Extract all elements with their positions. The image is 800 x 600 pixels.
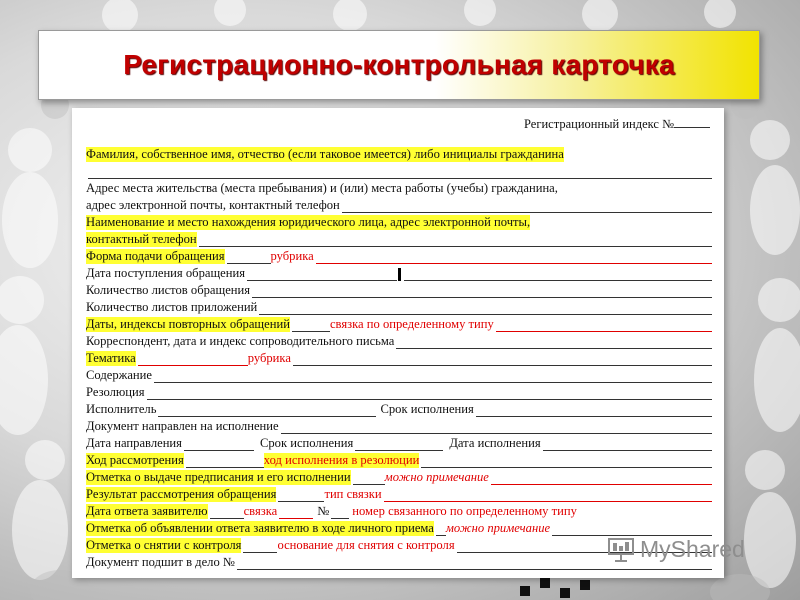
field-label-execution-date: Дата исполнения (449, 436, 541, 450)
form-row-topic (86, 349, 712, 366)
form-row-contacts (86, 196, 712, 213)
field-label: Тематика (86, 351, 136, 365)
field-label: Дата направления (86, 436, 182, 450)
form-row-result (86, 485, 712, 502)
field-label: Ход рассмотрения (86, 453, 184, 467)
form-row-blank (86, 162, 712, 179)
field-label: Количество листов приложений (86, 300, 258, 314)
form-row-dates (86, 434, 712, 451)
field-note: рубрика (270, 249, 314, 263)
form-row-legal-entity (86, 213, 712, 230)
form-row-sheets-count (86, 281, 712, 298)
field-label: Количество листов обращения (86, 283, 251, 297)
registration-index-line (86, 116, 712, 133)
form-row-submission-form (86, 247, 712, 264)
field-label: Дата ответа заявителю (86, 504, 208, 518)
field-label: Адрес места жительства (места пребывания) и (или) места работы (учебы) гражданина, (86, 181, 558, 195)
field-label: Резолюция (86, 385, 145, 399)
field-label: Отметка о выдаче предписания и его исполнении (86, 470, 351, 484)
title-banner (38, 30, 760, 100)
field-label: Фамилия, собственное имя, отчество (если таковое имеется) либо инициалы гражданина (86, 147, 564, 161)
field-note: можно примечание (445, 521, 551, 535)
form-row-correspondent (86, 332, 712, 349)
field-label: Форма подачи обращения (86, 249, 225, 263)
field-label: Документ направлен на исполнение (86, 419, 279, 433)
registration-card (72, 108, 724, 578)
field-label: Содержание (86, 368, 152, 382)
field-note: можно примечание (384, 470, 489, 484)
form-row-receipt-date (86, 264, 712, 281)
field-label: Дата поступления обращения (86, 266, 246, 280)
field-note: связка по определенному типу (329, 317, 494, 331)
field-label: Отметка о снятии с контроля (86, 538, 242, 552)
field-label: Исполнитель (86, 402, 157, 416)
field-note-linked-number: номер связанного по определенному типу (352, 504, 577, 518)
form-row-legal-contacts (86, 230, 712, 247)
field-label: Корреспондент, дата и индекс сопроводительного письма (86, 334, 395, 348)
form-row-personal-reception (86, 519, 712, 536)
form-row-content (86, 366, 712, 383)
form-row-address (86, 179, 712, 196)
form-row-order-issuance (86, 468, 712, 485)
watermark-text: MyShared (640, 536, 745, 562)
field-label: Даты, индексы повторных обращений (86, 317, 290, 331)
field-note: ход исполнения в резолюции (263, 453, 420, 467)
form-row-repeat-appeals (86, 315, 712, 332)
field-note: связка (243, 504, 278, 518)
field-label-deadline: Срок исполнения (380, 402, 474, 416)
field-note: основание для снятия с контроля (277, 538, 455, 552)
form-row-attachments-count (86, 298, 712, 315)
field-label: Отметка об объявлении ответа заявителю в ходе личного приема (86, 521, 434, 535)
form-row-progress (86, 451, 712, 468)
presentation-board-icon (606, 537, 636, 563)
form-row-full-name (86, 145, 712, 162)
field-label-number: № (317, 504, 330, 518)
field-label: Наименование и место нахождения юридического лица, адрес электронной почты, (86, 215, 531, 229)
myshared-watermark (606, 536, 745, 563)
field-note: тип связки (324, 487, 382, 501)
field-label: Результат рассмотрения обращения (86, 487, 277, 501)
field-label: Документ подшит в дело № (86, 555, 235, 569)
field-note: рубрика (247, 351, 291, 365)
field-label: адрес электронной почты, контактный телефон (86, 198, 340, 212)
field-label: контактный телефон (86, 232, 197, 246)
form-row-executor (86, 400, 712, 417)
text-cursor (398, 268, 401, 281)
field-label-deadline: Срок исполнения (259, 436, 354, 450)
form-row-resolution (86, 383, 712, 400)
form-row-sent-for-execution (86, 417, 712, 434)
page-title: Регистрационно-контрольная карточка (123, 49, 675, 80)
form-row-reply-date (86, 502, 712, 519)
registration-index-label: Регистрационный индекс № (524, 117, 674, 131)
